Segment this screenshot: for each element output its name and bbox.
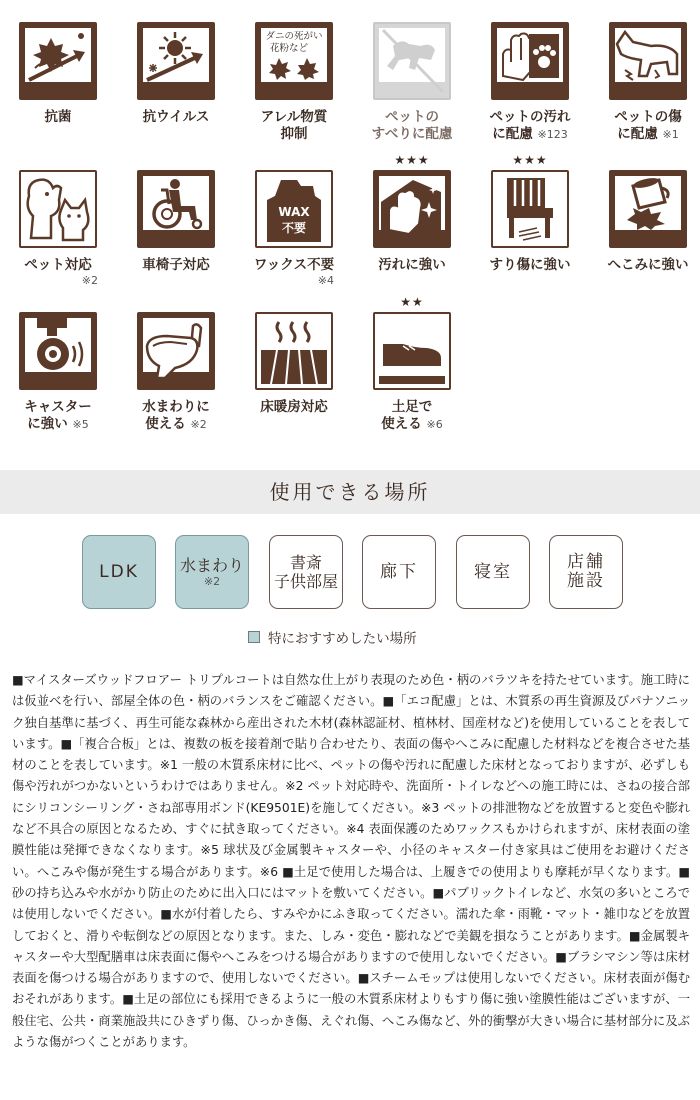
feature-stars: ★★ [400,295,424,309]
feature-stars: ★★★ [512,153,548,167]
feature-stars [590,153,700,167]
feature-stars [236,295,352,309]
floor-heating-icon [255,312,333,390]
feature-pet-stain [472,22,588,143]
feature-pet-slip [354,22,470,143]
feature-label: ペット対応 ※2 [24,257,98,287]
feature-stars: ★★★ [394,153,430,167]
feature-stars [118,295,234,309]
feature-label: すり傷に強い [489,257,571,273]
chair-scratch-icon [491,170,569,248]
feature-water-area [118,312,234,433]
legend-label: 特におすすめしたい場所 [268,631,417,647]
feature-label: 水まわりに 使える ※2 [142,399,210,432]
feature-label: ワックス不要 ※4 [253,257,335,287]
feature-antiviral [118,22,234,126]
feature-wheelchair [118,170,234,274]
place-study-kids-room: 書斎 子供部屋 [269,535,343,609]
antibacterial-icon [19,22,97,100]
place-hallway: 廊下 [362,535,436,609]
feature-label: 床暖房対応 [260,399,328,415]
feature-label: キャスター に強い ※5 [24,399,92,432]
legend-swatch [248,631,260,643]
icon-text: WAX [278,205,310,219]
usage-section-title: 使用できる場所 [0,470,700,514]
feature-shoes-ok [354,295,470,433]
feature-stars [354,5,470,19]
allergen-icon [255,22,333,100]
feature-stars [0,5,116,19]
feature-stars [236,153,352,167]
feature-pet-compatible [0,170,116,288]
feature-floor-heating [236,312,352,416]
feature-stars [0,153,116,167]
feature-caster [0,312,116,433]
wheelchair-icon [137,170,215,248]
caster-icon [19,312,97,390]
dent-resistant-icon [609,170,687,248]
feature-label: アレル物質 抑制 [260,109,328,142]
feature-label: へこみに強い [607,257,689,273]
pet-stain-icon [491,22,569,100]
feature-stars [472,5,588,19]
icon-text: 花粉など [269,43,309,54]
stain-resistant-icon [373,170,451,248]
feature-label: 抗菌 [44,109,72,125]
feature-label: 抗ウイルス [142,109,210,125]
pet-scratch-icon [609,22,687,100]
place-water-area: 水まわり ※2 [175,535,249,609]
feature-label: ペットの傷 に配慮 ※1 [614,109,682,142]
usage-places [0,535,700,611]
recommend-legend [248,627,417,647]
feature-stars [118,5,234,19]
feature-allergen [236,22,352,143]
feature-label: 土足で 使える ※6 [381,399,443,432]
feature-label: 車椅子対応 [142,257,210,273]
feature-scratch-resistant [472,153,588,274]
feature-stars [0,295,116,309]
feature-label: ペットの すべりに配慮 [371,109,453,142]
product-notes: ■マイスターズウッドフロアー トリプルコートは自然な仕上がり表現のため色・柄のバラツキを持たせています。施工時には仮並べを行い、部屋全体の色・柄のバランスをご確認ください。■「エコ配慮」とは、木質系の再生資源及びパナソニック独自基準に基づく、再生可能な森林から産出された木材(森林認証材、植林材、国産材など)を使用していることを表しています。■「複合合板」とは、複数の板を接着剤で貼り合わせたり、表面の傷やへこみに配慮した材料などを複合させた基材のことを表しています。※1 一般の木質系床材に比べ、ペットの傷や汚れに配慮した床材となっておりますが、必ずしも傷や汚れがつかないというわけではありません。※2 ペット対応時や、洗面所・トイレなどへの施工時には、さねの接合部にシリコンシーリング・さね部専用ボンド(KE9501E)を施してください。※3 ペットの排泄物などを放置すると変色や膨れなど不具合の原因となるため、すぐに拭き取ってください。※4 表面保護のためワックスもかけられますが、床材表面の塗膜性能は発揮できなくなります。※5 球状及び金属製キャスターや、小径のキャスター付き家具はご使用をお避けください。へこみや傷が発生する場合があります。※6 ■土足で使用した場合は、上履きでの使用よりも摩耗が早くなります。■砂の持ち込みや水がかり防止のために出入口にはマットを敷いてください。■パブリックトイレなど、水気の多いところでは使用しないでください。■水が付着したら、すみやかにふき取ってください。濡れた傘・雨靴・マット・雑巾などを放置しておくと、滑りや転倒などの原因となります。また、しみ・変色・膨れなどで美観を損なうことがあります。■金属製キャスターや大型配膳車は床表面に傷やへこみをつける場合がありますので使用しないでください。■ブラシマシン等は床材表面を傷つける場合がありますので、使用しないでください。■スチームモップは使用しないでください。床材表面が傷むおそれがあります。■土足の部位にも採用できるように一般の木質系床材よりもすり傷に強い塗膜性能はございますが、一般住宅、公共・商業施設共にひきずり傷、ひっかき傷、えぐれ傷、へこみ傷など、外的衝撃が大きい場合に基材部分に及ぶような傷がつくことがあります。 [12,673,690,1050]
pet-slip-icon [373,22,451,100]
feature-antibacterial [0,22,116,126]
feature-stars [118,153,234,167]
feature-no-wax [236,170,352,288]
feature-label: ペットの汚れ に配慮 ※123 [489,109,571,142]
place-bedroom: 寝室 [456,535,530,609]
antiviral-icon [137,22,215,100]
feature-icon-grid [0,0,700,460]
feature-stars [590,5,700,19]
toilet-icon [137,312,215,390]
place-ldk: LDK [82,535,156,609]
icon-text: ダニの死がい [265,31,323,42]
shoe-icon [373,312,451,390]
icon-text: 不要 [281,221,307,235]
wax-free-icon [255,170,333,248]
feature-pet-scratch [590,22,700,143]
feature-stars [236,5,352,19]
pet-dog-cat-icon [19,170,97,248]
feature-label: 汚れに強い [378,257,446,273]
feature-dent-resistant [590,170,700,274]
feature-stain-resistant [354,153,470,274]
place-shop-facility: 店舗 施設 [549,535,623,609]
